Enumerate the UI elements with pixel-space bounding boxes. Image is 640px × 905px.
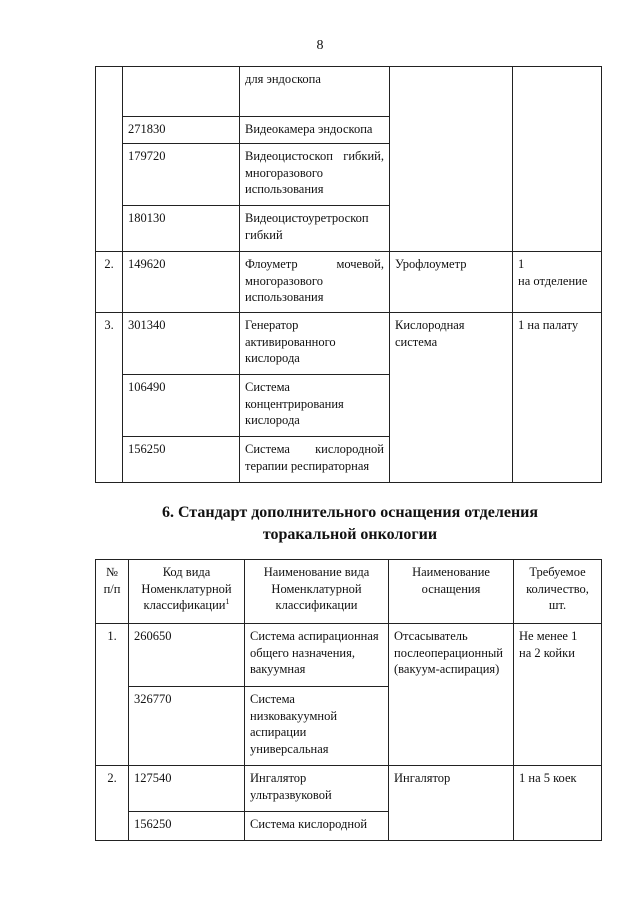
equipment-cell: Ингалятор xyxy=(389,766,514,841)
row-number-cell: 3. xyxy=(96,313,123,483)
row-number-cell xyxy=(96,67,123,252)
row-number-cell: 1. xyxy=(96,624,129,766)
equipment-cell: Кислородная система xyxy=(390,313,513,483)
name-cell: Видеоцистоскоп гибкий, многоразового использования xyxy=(240,144,390,206)
header-equipment: Наименование оснащения xyxy=(389,560,514,624)
section-title-line-2: торакальной онкологии xyxy=(262,525,438,543)
equipment-cell xyxy=(390,67,513,252)
code-cell: 127540 xyxy=(129,766,245,812)
section-title-line-1: 6. Стандарт дополнительного оснащения отделения xyxy=(161,504,539,521)
code-cell: 149620 xyxy=(123,252,240,313)
name-cell: Система кислородной терапии респираторная xyxy=(240,437,390,483)
quantity-cell: 1 на отделение xyxy=(513,252,602,313)
row-number-cell: 2. xyxy=(96,252,123,313)
header-code: Код вида Номенклатурной классификации$^1$ xyxy=(129,560,245,624)
header-quantity: Требуемое количество, шт. xyxy=(514,560,602,624)
table-row xyxy=(96,624,602,687)
name-cell: для эндоскопа xyxy=(240,67,390,117)
name-cell: Ингалятор ультразвуковой xyxy=(245,766,389,812)
name-cell: Система аспирационная общего назначения, вакуумная xyxy=(245,624,389,687)
table-row xyxy=(96,766,602,812)
name-cell: Генератор активированного кислорода xyxy=(240,313,390,375)
section-title xyxy=(0,502,640,545)
code-cell: 156250 xyxy=(123,437,240,483)
quantity-cell: 1 на 5 коек xyxy=(514,766,602,841)
name-cell: Система низковакуумной аспирации универсальная xyxy=(245,687,389,766)
code-cell: 271830 xyxy=(123,117,240,144)
equipment-cell: Урофлоуметр xyxy=(390,252,513,313)
table-header-row xyxy=(96,560,602,624)
equipment-table-continued xyxy=(95,66,602,483)
equipment-cell: Отсасыватель послеоперационный (вакуум-аспирация) xyxy=(389,624,514,766)
header-num: № п/п xyxy=(96,560,129,624)
name-cell: Видеокамера эндоскопа xyxy=(240,117,390,144)
equipment-table-thoracic xyxy=(95,559,602,841)
code-cell: 326770 xyxy=(129,687,245,766)
quantity-cell xyxy=(513,67,602,252)
code-cell: 260650 xyxy=(129,624,245,687)
name-cell: Флоуметр мочевой, многоразового использования xyxy=(240,252,390,313)
quantity-cell: 1 на палату xyxy=(513,313,602,483)
code-cell: 179720 xyxy=(123,144,240,206)
name-cell: Система кислородной xyxy=(245,812,389,841)
code-cell: 106490 xyxy=(123,375,240,437)
code-cell xyxy=(123,67,240,117)
table-row xyxy=(96,313,602,375)
code-cell: 301340 xyxy=(123,313,240,375)
code-cell: 156250 xyxy=(129,812,245,841)
code-cell: 180130 xyxy=(123,206,240,252)
table-row xyxy=(96,67,602,117)
header-name: Наименование вида Номенклатурной классификации xyxy=(245,560,389,624)
table-row xyxy=(96,252,602,313)
quantity-cell: Не менее 1 на 2 койки xyxy=(514,624,602,766)
row-number-cell: 2. xyxy=(96,766,129,841)
page-number: 8 xyxy=(316,38,324,53)
name-cell: Видеоцистоуретроскоп гибкий xyxy=(240,206,390,252)
name-cell: Система концентрирования кислорода xyxy=(240,375,390,437)
